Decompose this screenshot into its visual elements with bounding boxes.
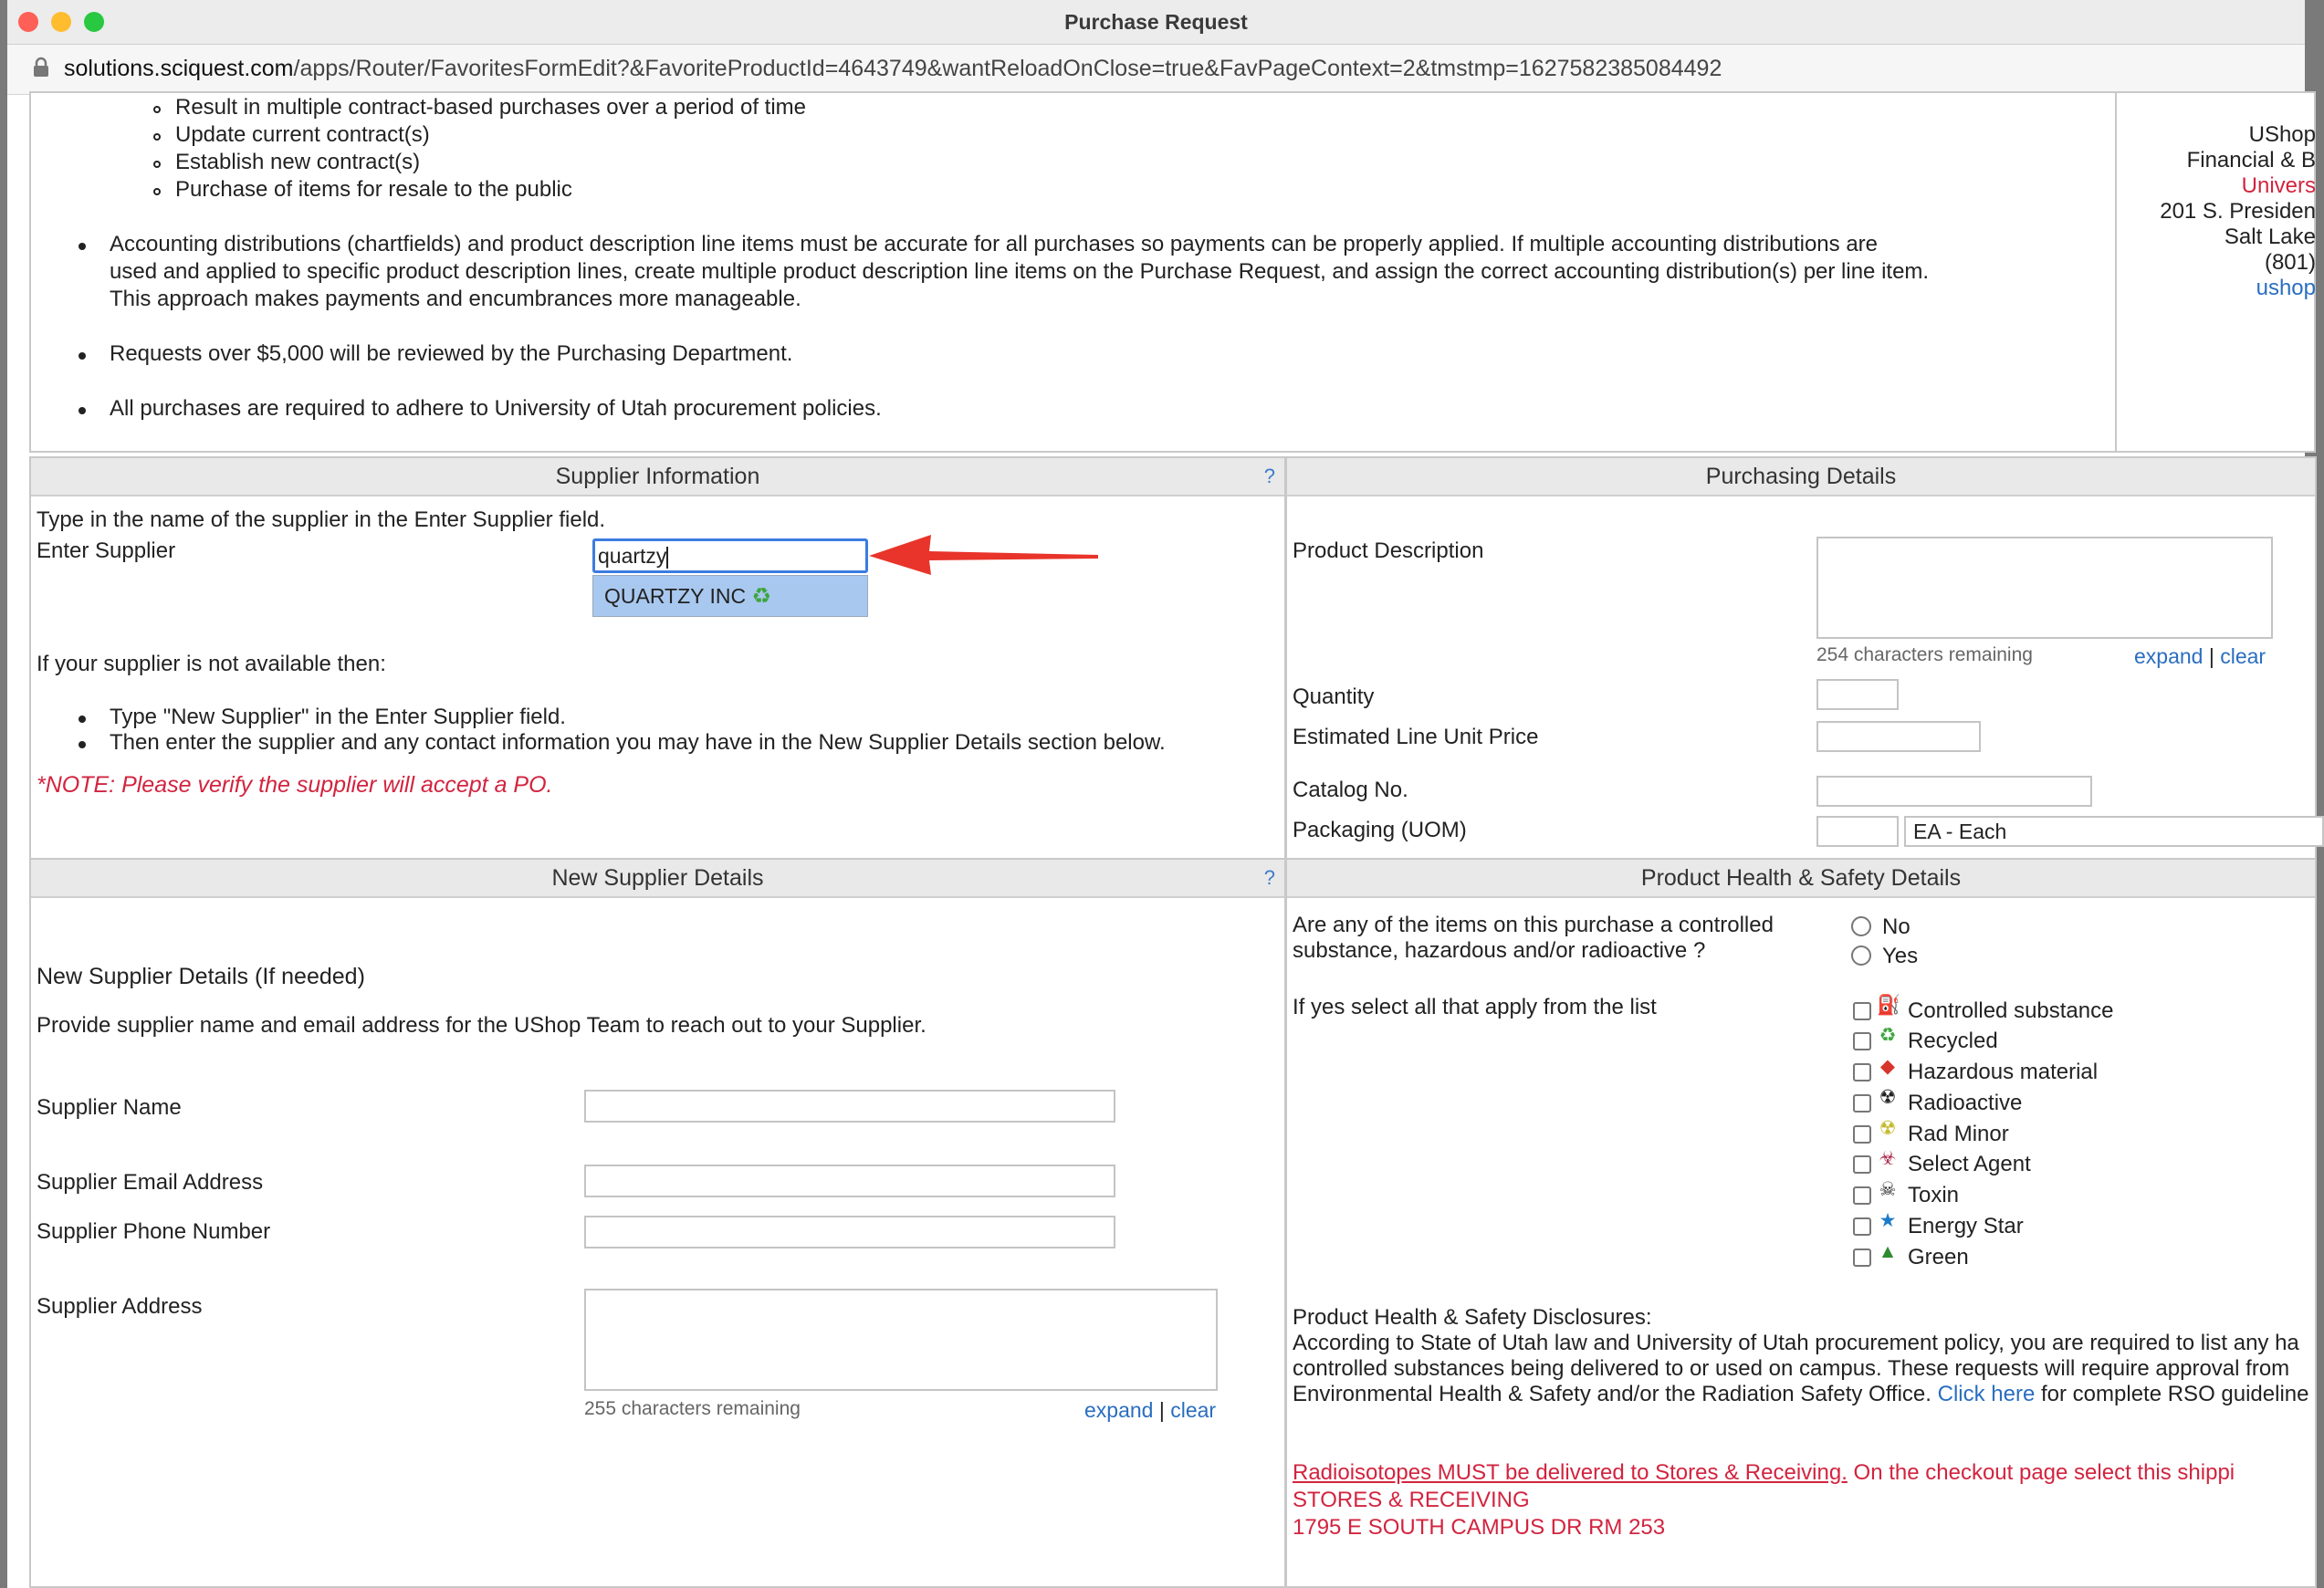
desc-expand-link[interactable]: expand [2134,644,2204,668]
bullet-text: Accounting distributions (chartfields) and product description line items must be accurate for all purchases so payments can be properly applied. If multiple accounting distributions are [110,232,1879,256]
checkbox-label: Energy Star [1908,1214,2024,1238]
contact-line: Financial & B [2186,148,2316,172]
checkbox-hazardous-material[interactable] [1853,1063,1871,1081]
radio-no[interactable] [1851,916,1871,936]
recycled-icon: ♻ [751,584,771,609]
health-safety-panel [1285,858,2317,1588]
text-cursor [666,547,668,569]
radio-yes[interactable] [1851,945,1871,966]
intro-panel [29,91,2117,453]
product-description-textarea[interactable] [1816,537,2273,639]
panel-header [31,458,1284,496]
bullet [79,716,86,723]
checkbox-select-agent[interactable] [1853,1155,1871,1174]
desc-clear-link[interactable]: clear [2220,644,2266,668]
sub-bullet-text: Establish new contract(s) [175,150,421,174]
packaging-label: Packaging (UOM) [1293,818,1467,842]
catalog-input[interactable] [1816,776,2092,807]
panel-title: Purchasing Details [1705,464,1897,489]
quantity-input[interactable] [1816,679,1899,710]
panel-header [31,860,1284,898]
supplier-email-input[interactable] [584,1165,1115,1197]
browser-window [7,0,2316,1588]
checkbox-label: Toxin [1908,1183,1960,1207]
controlled-question: Are any of the items on this purchase a controlled [1293,913,1774,937]
bullet-text: Requests over $5,000 will be reviewed by the Purchasing Department. [110,341,793,366]
radioisotopes-link[interactable]: Radioisotopes MUST be delivered to Stores & Receiving. [1293,1460,1848,1485]
packaging-uom-select[interactable] [1904,816,2324,847]
packaging-qty-input[interactable] [1816,816,1899,847]
supplier-phone-input[interactable] [584,1216,1115,1248]
panel-header [1287,458,2315,496]
sub-bullet-text: Result in multiple contract-based purchases over a period of time [175,95,807,120]
checkbox-label: Radioactive [1908,1091,2023,1115]
checkbox-toxin[interactable] [1853,1186,1871,1205]
radioactive-icon: ☢ [1879,1087,1897,1108]
disclosures-text: Environmental Health & Safety and/or the Radiation Safety Office. [1293,1382,1931,1406]
tree-icon: ▲ [1878,1241,1898,1262]
supplier-email-label: Supplier Email Address [37,1170,264,1195]
supplier-information-panel [29,456,1286,860]
help-icon[interactable]: ? [1263,866,1275,889]
checkbox-energy-star[interactable] [1853,1217,1871,1236]
product-description-label: Product Description [1293,538,1484,563]
biohazard-icon: ☣ [1879,1148,1897,1169]
supplier-name-label: Supplier Name [37,1095,182,1120]
checkbox-rad-minor[interactable] [1853,1125,1871,1144]
panel-header [1287,860,2315,898]
checkbox-controlled-substance[interactable] [1853,1002,1871,1020]
checkbox-label: Green [1908,1245,1969,1269]
supplier-instructions: Type in the name of the supplier in the Enter Supplier field. [37,507,606,532]
bullet-text: This approach makes payments and encumbrances more manageable. [110,287,801,311]
contact-line: (801) [2264,250,2316,275]
contact-line: UShop [2248,122,2316,147]
disclosures-text: controlled substances being delivered to or used on campus. These requests will require approval from [1293,1356,2290,1381]
sub-bullet [153,133,161,141]
supplier-phone-label: Supplier Phone Number [37,1219,271,1244]
checkbox-label: Rad Minor [1908,1122,2009,1146]
address-bar[interactable] [7,45,2305,95]
supplier-address-textarea[interactable] [584,1289,1218,1391]
panel-title: Product Health & Safety Details [1640,865,1962,891]
catalog-label: Catalog No. [1293,778,1408,802]
sub-bullet-text: Purchase of items for resale to the public [175,177,572,202]
recycled-icon: ♻ [1879,1025,1897,1046]
enter-supplier-label: Enter Supplier [37,538,176,563]
bullet [79,741,86,748]
contact-line: 201 S. Presiden [2160,199,2316,224]
addr-remaining: 255 characters remaining [584,1398,801,1419]
sub-bullet [153,161,161,168]
window-title: Purchase Request [1064,10,1248,34]
step-text: Then enter the supplier and any contact information you may have in the New Supplier Details section below. [110,730,1166,755]
contact-line: Salt Lake [2224,225,2316,249]
disclosures-title: Product Health & Safety Disclosures: [1293,1305,1652,1330]
sub-bullet [153,188,161,195]
checkbox-label: Recycled [1908,1029,1998,1053]
bullet-text: All purchases are required to adhere to University of Utah procurement policies. [110,396,882,421]
desc-remaining: 254 characters remaining [1816,644,2033,665]
stores-receiving: STORES & RECEIVING [1293,1488,1530,1512]
radio-no-label: No [1882,914,1910,939]
checkbox-recycled[interactable] [1853,1032,1871,1050]
quantity-label: Quantity [1293,684,1375,709]
supplier-name-input[interactable] [584,1090,1115,1123]
supplier-suggestion-quartzy[interactable] [592,575,868,617]
rso-guidelines-link[interactable]: Click here [1937,1382,2036,1406]
new-supplier-instructions: Provide supplier name and email address for the UShop Team to reach out to your Supplier. [37,1013,926,1038]
radioisotopes-text: On the checkout page select this shippi [1853,1460,2235,1485]
skull-icon: ☠ [1879,1179,1897,1200]
bullet-text: used and applied to specific product description lines, create multiple product description line items on the Purchase Request, and assign the correct accounting distribution(s) per line item. [110,259,1930,284]
checkbox-label: Hazardous material [1908,1060,2099,1084]
checkbox-green[interactable] [1853,1248,1871,1267]
disclosures-text: According to State of Utah law and University of Utah procurement policy, you are required to list any ha [1293,1331,2299,1355]
rad-minor-icon: ☢ [1879,1118,1897,1139]
title-bar [7,0,2305,45]
po-note: *NOTE: Please verify the supplier will accept a PO. [37,772,553,798]
sub-bullet-text: Update current contract(s) [175,122,430,147]
checkbox-label: Controlled substance [1908,998,2114,1023]
sub-bullet [153,106,161,113]
step-text: Type "New Supplier" in the Enter Supplier field. [110,705,566,729]
purchasing-details-panel [1285,456,2317,860]
addr-expand-link[interactable]: expand [1084,1398,1154,1422]
panel-title: Supplier Information [555,464,760,489]
controlled-question: substance, hazardous and/or radioactive ? [1293,938,1706,963]
packaging-uom-value: EA - Each [1913,820,2007,843]
new-supplier-subtitle: New Supplier Details (If needed) [37,964,365,989]
disclosures-text: for complete RSO guideline [2041,1382,2309,1406]
separator: | [2208,644,2214,668]
radio-yes-label: Yes [1882,944,1919,968]
stores-address: 1795 E SOUTH CAMPUS DR RM 253 [1293,1515,1666,1540]
bullet [79,407,86,414]
lock-icon [33,57,49,78]
help-icon[interactable]: ? [1263,465,1275,487]
contact-line: Univers [2241,173,2316,198]
annotation-arrow [865,524,1103,588]
page-content [7,95,2316,1588]
unit-price-label: Estimated Line Unit Price [1293,725,1539,749]
url-text[interactable]: solutions.sciquest.com/apps/Router/FavoritesFormEdit?&FavoriteProductId=4643749&wantReloadOnClose=true&FavPageContext=2&tmstmp=1627582385084492 [64,56,1722,81]
checkbox-radioactive[interactable] [1853,1094,1871,1113]
panel-title: New Supplier Details [551,865,764,891]
enter-supplier-value: quartzy [598,544,667,568]
controlled-substance-icon: ⛽ [1877,995,1901,1016]
new-supplier-panel [29,858,1286,1588]
hazard-diamond-icon: ◆ [1879,1056,1896,1077]
bullet [79,243,86,250]
supplier-address-label: Supplier Address [37,1294,203,1319]
select-all-label: If yes select all that apply from the list [1293,995,1657,1019]
contact-link[interactable]: ushop [2256,276,2316,300]
suggestion-text: QUARTZY INC [604,584,747,608]
not-available-text: If your supplier is not available then: [37,652,386,676]
energy-star-icon: ★ [1879,1210,1897,1231]
enter-supplier-input[interactable] [592,538,868,573]
addr-clear-link[interactable]: clear [1170,1398,1217,1422]
contact-panel [2115,91,2316,453]
unit-price-input[interactable] [1816,721,1981,752]
checkbox-label: Select Agent [1908,1152,2031,1176]
bullet [79,352,86,360]
separator: | [1158,1398,1165,1422]
